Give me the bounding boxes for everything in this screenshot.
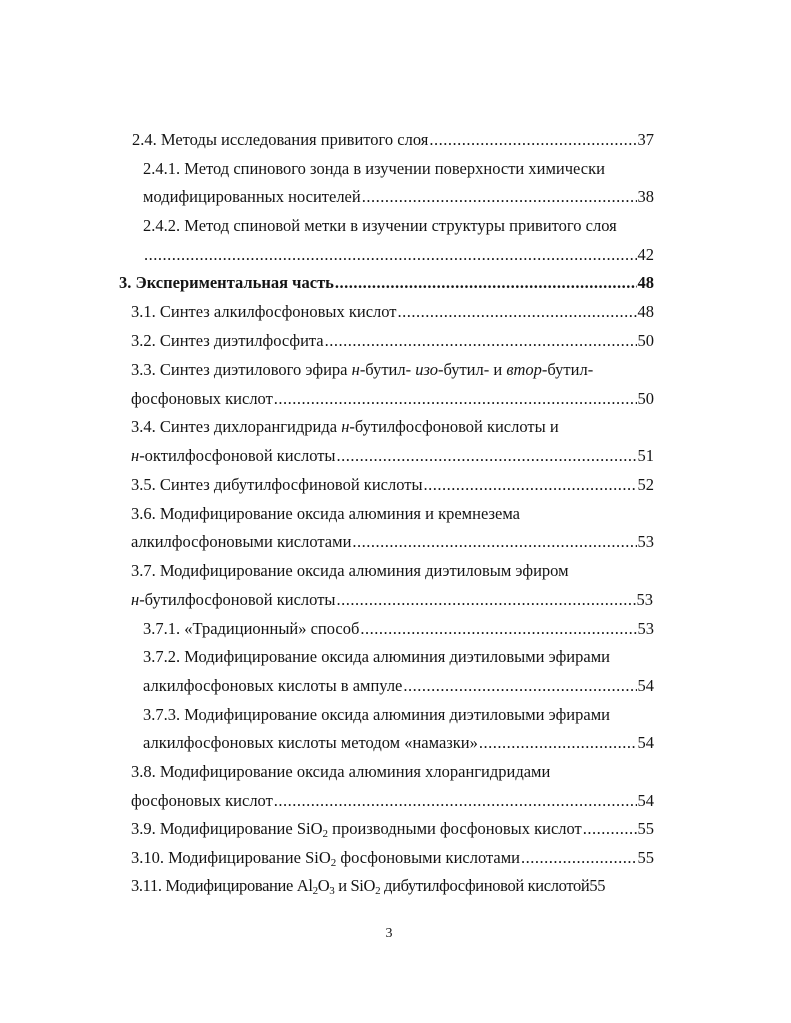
toc-entry-3-2[interactable] — [131, 331, 654, 351]
toc-leader-dots — [352, 532, 636, 552]
toc-entry-label: 3.5. Синтез дибутилфосфиновой кислоты — [131, 475, 423, 494]
toc-page-number: 53 — [637, 532, 654, 551]
toc-entry-label-part: дибутилфосфиновой кислотой — [380, 876, 590, 895]
toc-leader-dots — [398, 302, 637, 322]
toc-page-number: 54 — [637, 791, 654, 810]
toc-leader-dots — [337, 590, 636, 610]
toc-entry-label: алкилфосфоновых кислоты в ампуле — [143, 676, 403, 695]
toc-entry-label: модифицированных носителей — [143, 187, 361, 206]
toc-entry-label-part: 3.3. Синтез диэтилового эфира — [131, 360, 352, 379]
toc-entry-label: 3.7. Модифицирование оксида алюминия диэтиловым эфиром — [131, 561, 569, 580]
toc-page-number: 52 — [637, 475, 654, 494]
toc-entry-label: 3.2. Синтез диэтилфосфита — [131, 331, 324, 350]
toc-entry-3-5[interactable] — [131, 475, 654, 495]
toc-entry-label: алкилфосфоновыми кислотами — [131, 532, 352, 551]
toc-entry-label-part: 3.9. Модифицирование SiO — [131, 819, 323, 838]
toc-entry-label-part: O — [317, 876, 330, 895]
toc-entry-label: 3.7.2. Модифицирование оксида алюминия диэтиловыми эфирами — [143, 647, 610, 666]
toc-page-number: 55 — [637, 848, 654, 867]
toc-entry-3-7-3-line1[interactable] — [143, 705, 610, 725]
toc-entry-label: фосфоновых кислот — [131, 791, 273, 810]
toc-leader-dots — [360, 619, 636, 639]
toc-entry-label — [131, 819, 582, 839]
toc-entry-2-4-1-line1[interactable] — [143, 159, 605, 179]
toc-page-number: 37 — [637, 130, 654, 149]
toc-entry-label: 3.7.1. «Традиционный» способ — [143, 619, 360, 638]
toc-page-number: 54 — [637, 733, 654, 752]
toc-page-number: 50 — [637, 331, 654, 350]
toc-leader-dots — [274, 389, 637, 409]
toc-entry-subscript: 2 — [312, 885, 318, 897]
toc-leader-dots — [521, 848, 637, 868]
toc-page-number: 53 — [637, 619, 654, 638]
toc-entry-3-3-line2[interactable] — [131, 389, 654, 409]
toc-leader-dots — [362, 187, 637, 207]
toc-leader-dots — [144, 245, 637, 265]
toc-entry-3-6-line2[interactable] — [131, 532, 654, 552]
toc-entry-subscript: 2 — [330, 857, 337, 869]
toc-entry-label — [131, 590, 336, 610]
toc-entry-3-7-line2[interactable] — [131, 590, 653, 610]
toc-entry-3-4-line1[interactable] — [131, 417, 559, 437]
toc-entry-3-11[interactable] — [131, 876, 605, 896]
toc-leader-dots — [335, 273, 637, 293]
toc-page-number: 53 — [636, 590, 653, 609]
toc-entry-3-6-line1[interactable] — [131, 504, 520, 524]
toc-entry-label: 3.6. Модифицирование оксида алюминия и кремнезема — [131, 504, 520, 523]
toc-entry-3-9[interactable] — [131, 819, 654, 839]
toc-entry-label: 3.1. Синтез алкилфосфоновых кислот — [131, 302, 397, 321]
toc-entry-label: 2.4.1. Метод спинового зонда в изучении поверхности химически — [143, 159, 605, 178]
toc-page-number: 55 — [589, 876, 606, 895]
toc-leader-dots — [429, 130, 636, 150]
toc-entry-3-8-line2[interactable] — [131, 791, 654, 811]
toc-entry-label-part: и SiO — [334, 876, 376, 895]
toc-page-number: 54 — [637, 676, 654, 695]
toc-entry-2-4[interactable] — [132, 130, 654, 150]
toc-entry-3-7-3-line2[interactable] — [143, 733, 654, 753]
toc-entry-label-part: -октилфосфоновой кислоты — [139, 446, 336, 465]
toc-leader-dots — [403, 676, 636, 696]
toc-entry-label: алкилфосфоновых кислоты методом «намазки» — [143, 733, 478, 752]
toc-entry-label-italic: н — [351, 360, 360, 379]
toc-entry-subscript: 3 — [329, 885, 335, 897]
page-number: 3 — [385, 926, 393, 941]
toc-leader-dots — [337, 446, 637, 466]
toc-page-number: 38 — [637, 187, 654, 206]
toc-entry-subscript: 2 — [375, 885, 381, 897]
toc-entry-3-7-2-line1[interactable] — [143, 647, 610, 667]
toc-entry-3-3-line1[interactable] — [131, 360, 593, 380]
toc-entry-label: 3.8. Модифицирование оксида алюминия хлорангидридами — [131, 762, 551, 781]
toc-entry-label-italic: н — [131, 446, 140, 465]
toc-entry-3-8-line1[interactable] — [131, 762, 550, 782]
toc-entry-label-part: -бутил- — [541, 360, 594, 379]
toc-leader-dots — [424, 475, 637, 495]
toc-entry-2-4-1-line2[interactable] — [143, 187, 654, 207]
toc-entry-label-part: -бутилфосфоновой кислоты — [139, 590, 336, 609]
toc-entry-3-1[interactable] — [131, 302, 654, 322]
toc-page-number: 51 — [637, 446, 654, 465]
toc-page-number: 42 — [637, 245, 654, 264]
toc-page-number: 50 — [637, 389, 654, 408]
toc-entry-3-10[interactable] — [131, 848, 654, 868]
toc-entry-label: 2.4. Методы исследования привитого слоя — [132, 130, 429, 149]
toc-leader-dots — [583, 819, 637, 839]
toc-entry-label-italic: втор — [506, 360, 542, 379]
toc-entry-label-part: -бутилфосфоновой кислоты и — [349, 417, 559, 436]
toc-entry-label: 2.4.2. Метод спиновой метки в изучении структуры привитого слоя — [143, 216, 617, 235]
toc-page-number: 48 — [637, 273, 654, 292]
toc-entry-2-4-2-line1[interactable] — [143, 216, 617, 236]
toc-entry-label-part: фосфоновыми кислотами — [336, 848, 520, 867]
toc-entry-label-italic: н — [131, 590, 140, 609]
toc-entry-label-part: -бутил- и — [437, 360, 507, 379]
toc-entry-3-7-1[interactable] — [143, 619, 654, 639]
toc-leader-dots — [325, 331, 637, 351]
toc-entry-3-7-2-line2[interactable] — [143, 676, 654, 696]
toc-entry-subscript: 2 — [322, 828, 328, 840]
toc-page-number: 55 — [637, 819, 654, 838]
toc-entry-label-part: производными фосфоновых кислот — [328, 819, 582, 838]
toc-entry-label: 3. Экспериментальная часть — [119, 273, 334, 292]
toc-entry-label-italic: н — [341, 417, 350, 436]
toc-entry-label: 3.7.3. Модифицирование оксида алюминия диэтиловыми эфирами — [143, 705, 610, 724]
toc-entry-label-italic: изо — [415, 360, 438, 379]
toc-entry-3-7-line1[interactable] — [131, 561, 569, 581]
toc-entry-label: фосфоновых кислот — [131, 389, 273, 408]
toc-entry-label-part: 3.10. Модифицирование SiO — [131, 848, 331, 867]
toc-entry-3[interactable] — [119, 273, 654, 293]
toc-entry-label-part: -бутил- — [359, 360, 416, 379]
toc-page-number: 48 — [637, 302, 654, 321]
toc-entry-2-4-2-line2[interactable] — [143, 245, 654, 265]
toc-entry-label — [131, 848, 520, 868]
toc-leader-dots — [479, 733, 637, 753]
toc-entry-3-4-line2[interactable] — [131, 446, 654, 466]
toc-entry-label — [131, 446, 336, 466]
toc-entry-label-part: 3.4. Синтез дихлорангидрида — [131, 417, 342, 436]
toc-entry-label-part: 3.11. Модифицирование Al — [131, 876, 313, 895]
toc-leader-dots — [274, 791, 637, 811]
